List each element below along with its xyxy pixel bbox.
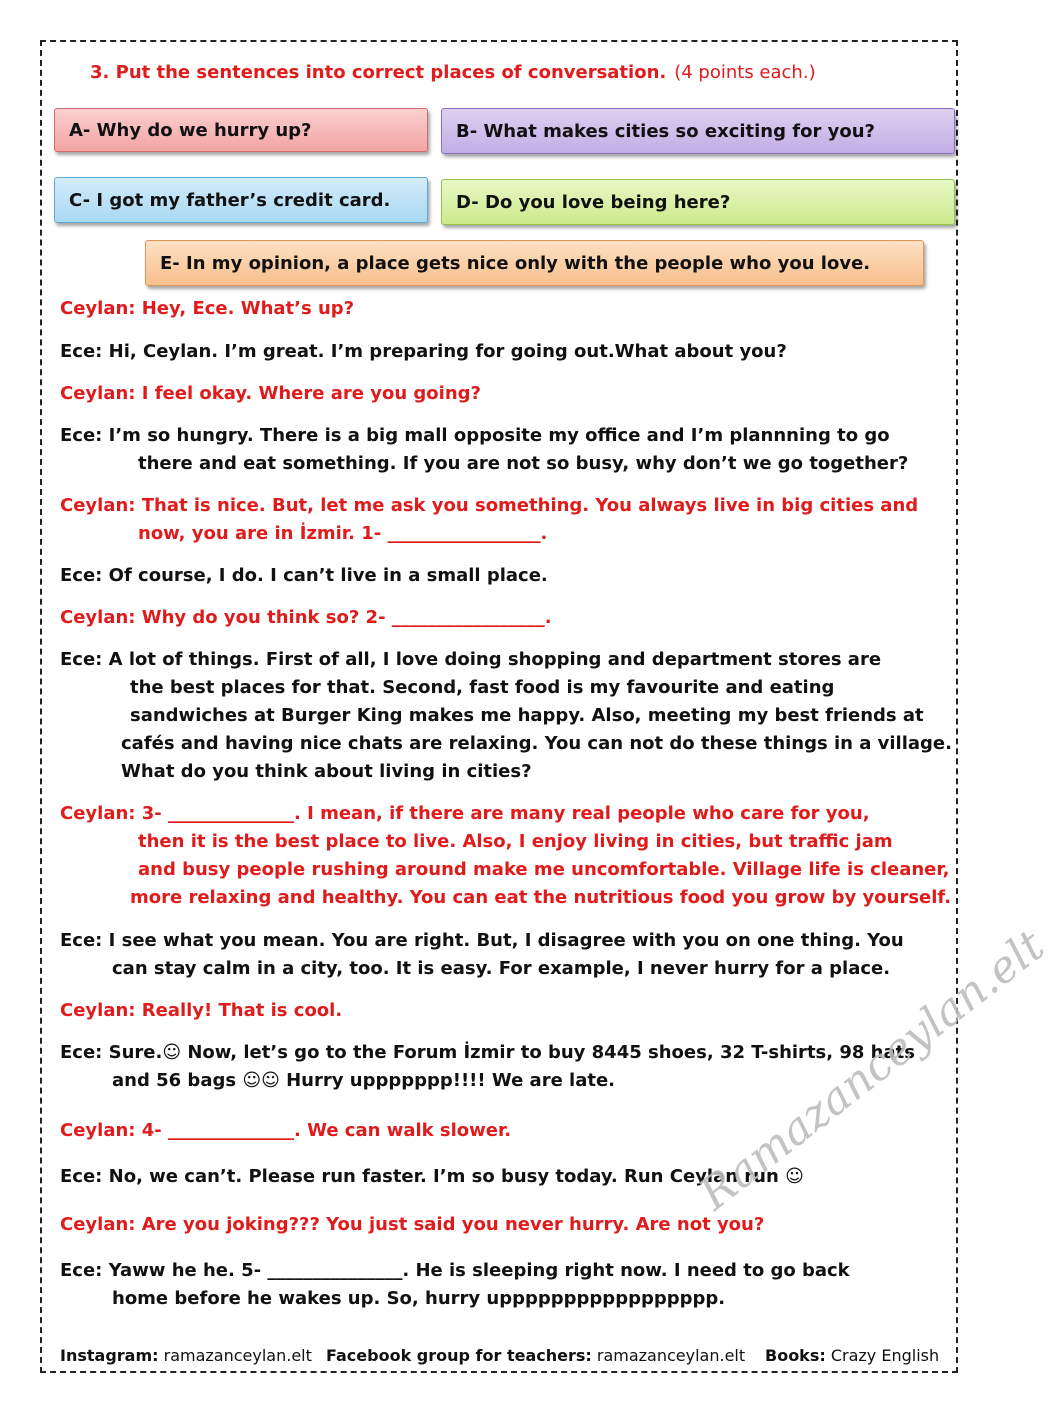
dialogue-line-2: Ece: Hi, Ceylan. I’m great. I’m preparing for going out.What about you? (60, 341, 787, 362)
dialogue-line-15: Ceylan: Are you joking??? You just said you never hurry. Are not you? (60, 1214, 765, 1235)
dialogue-line-4b: there and eat something. If you are not so busy, why don’t we go together? (138, 453, 909, 474)
books-value: Crazy English (830, 1346, 940, 1365)
dialogue-line-5b: now, you are in İzmir. 1- _________________. (138, 523, 548, 544)
footer-facebook (326, 1346, 745, 1365)
dialogue-line-12b: and 56 bags ☺☺ Hurry uppppppp!!!! We are late. (112, 1070, 616, 1091)
dialogue-line-8b: the best places for that. Second, fast food is my favourite and eating (130, 677, 835, 698)
option-b: B- What makes cities so exciting for you? (441, 108, 955, 154)
dialogue-line-12a: Ece: Sure.☺ Now, let’s go to the Forum İzmir to buy 8445 shoes, 32 T-shirts, 98 hats (60, 1042, 915, 1063)
dialogue-line-8d: cafés and having nice chats are relaxing. You can not do these things in a village. (121, 733, 952, 754)
dialogue-line-8e: What do you think about living in cities? (121, 761, 532, 782)
dialogue-line-9a: Ceylan: 3- ______________. I mean, if there are many real people who care for you, (60, 803, 870, 824)
points-note: (4 points each.) (674, 62, 816, 83)
footer-books (765, 1346, 939, 1365)
dialogue-line-16b: home before he wakes up. So, hurry uppppppppppppppppp. (112, 1288, 726, 1309)
dialogue-line-8a: Ece: A lot of things. First of all, I love doing shopping and department stores are (60, 649, 882, 670)
instagram-value: ramazanceylan.elt (163, 1346, 312, 1365)
exercise-title (90, 62, 816, 83)
option-e: E- In my opinion, a place gets nice only with the people who you love. (145, 240, 924, 286)
footer-instagram (60, 1346, 312, 1365)
title-text: 3. Put the sentences into correct places of conversation. (90, 62, 667, 83)
dialogue-line-9b: then it is the best place to live. Also, I enjoy living in cities, but traffic jam (138, 831, 893, 852)
dialogue-line-5a: Ceylan: That is nice. But, let me ask you something. You always live in big cities and (60, 495, 919, 516)
dialogue-line-13: Ceylan: 4- ______________. We can walk slower. (60, 1120, 512, 1141)
dialogue-line-14: Ece: No, we can’t. Please run faster. I’m so busy today. Run Ceylan run ☺ (60, 1166, 804, 1187)
books-label: Books: (765, 1346, 826, 1365)
dialogue-line-1: Ceylan: Hey, Ece. What’s up? (60, 298, 355, 319)
dialogue-line-9d: more relaxing and healthy. You can eat the nutritious food you grow by yourself. (130, 887, 952, 908)
dialogue-line-11: Ceylan: Really! That is cool. (60, 1000, 343, 1021)
dialogue-line-6: Ece: Of course, I do. I can’t live in a small place. (60, 565, 548, 586)
dialogue-line-10b: can stay calm in a city, too. It is easy. For example, I never hurry for a place. (112, 958, 891, 979)
dialogue-line-7: Ceylan: Why do you think so? 2- _________________. (60, 607, 552, 628)
watermark-signature: Ramazanceylan.elt (690, 920, 1054, 1221)
facebook-label: Facebook group for teachers: (326, 1346, 592, 1365)
dialogue-line-8c: sandwiches at Burger King makes me happy. Also, meeting my best friends at (130, 705, 924, 726)
dialogue-line-4a: Ece: I’m so hungry. There is a big mall opposite my office and I’m plannning to go (60, 425, 890, 446)
instagram-label: Instagram: (60, 1346, 159, 1365)
option-d: D- Do you love being here? (441, 179, 955, 225)
dialogue-line-3: Ceylan: I feel okay. Where are you going? (60, 383, 481, 404)
dialogue-line-16a: Ece: Yaww he he. 5- _______________. He is sleeping right now. I need to go back (60, 1260, 850, 1281)
option-c: C- I got my father’s credit card. (54, 177, 428, 223)
dialogue-line-10a: Ece: I see what you mean. You are right. But, I disagree with you on one thing. You (60, 930, 904, 951)
dialogue-line-9c: and busy people rushing around make me uncomfortable. Village life is cleaner, (138, 859, 950, 880)
facebook-value: ramazanceylan.elt (596, 1346, 746, 1365)
option-a: A- Why do we hurry up? (54, 108, 428, 152)
